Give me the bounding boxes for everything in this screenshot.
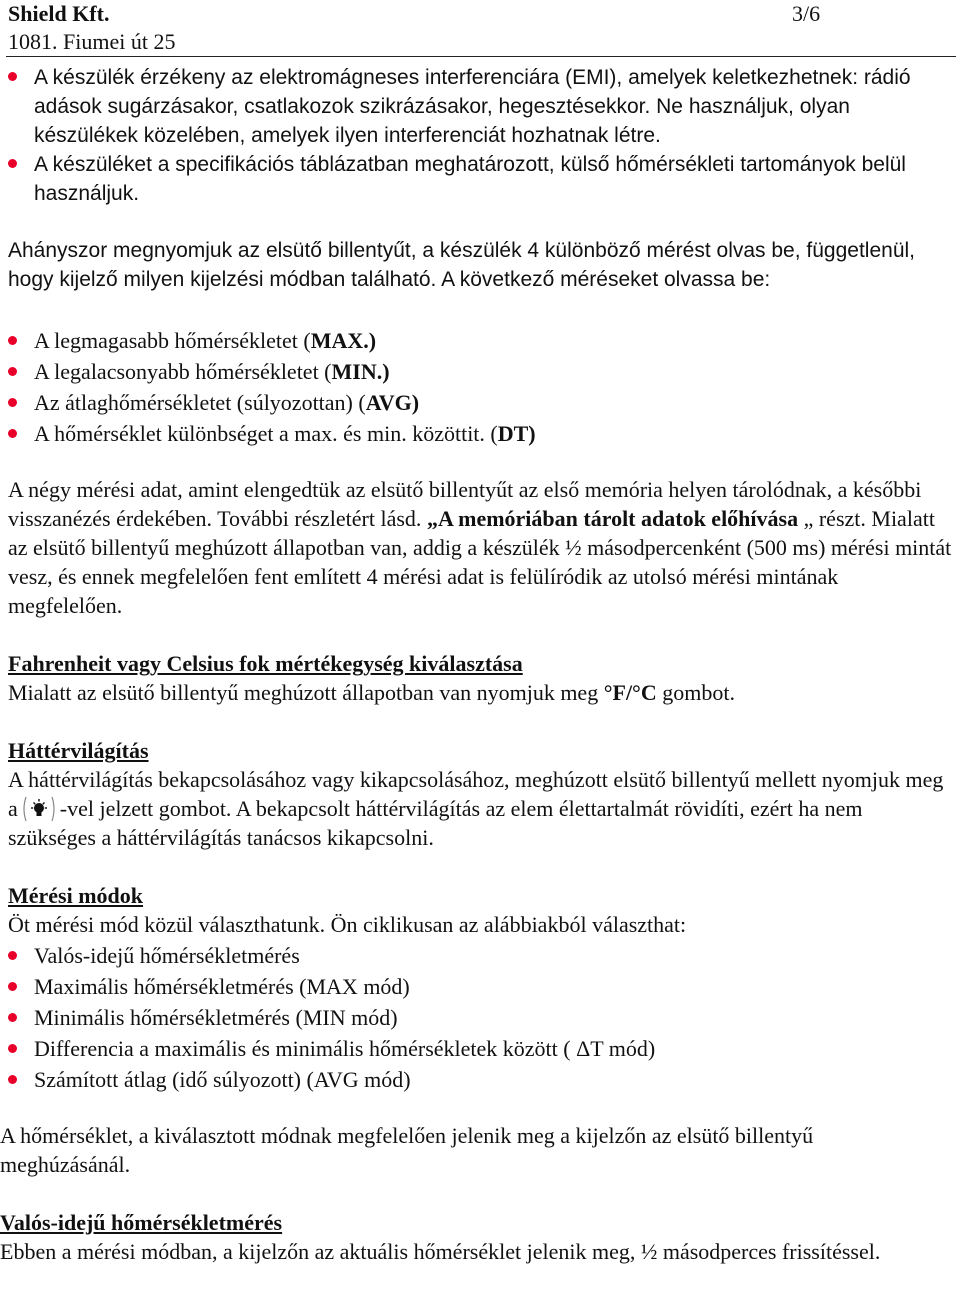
list-item: A hőmérséklet különbséget a max. és min. közöttit. (DT) bbox=[8, 418, 943, 449]
units-paragraph: Mialatt az elsütő billentyű meghúzott állapotban van nyomjuk meg °F/°C gombot. bbox=[8, 680, 735, 705]
backlight-section-title: Háttérvilágítás bbox=[8, 738, 149, 763]
list-item: Számított átlag (idő súlyozott) (AVG mód) bbox=[8, 1064, 943, 1095]
list-item: A legalacsonyabb hőmérsékletet (MIN.) bbox=[8, 356, 943, 387]
memory-reference-link[interactable]: „A memóriában tárolt adatok előhívása bbox=[426, 506, 799, 531]
readings-list bbox=[8, 325, 943, 449]
list-item: A készülék érzékeny az elektromágneses interferenciára (EMI), amelyek keletkezhetnek: rádió adások sugárzásakor, csatlakozok szikrázásakor, hegesztésekkor. Ne használjuk, olyan készülékek közelében, amelyek ilyen interferenciát hozhatnak létre. bbox=[8, 63, 943, 150]
backlight-paragraph: A háttérvilágítás bekapcsolásához vagy kikapcsolásához, meghúzott elsütő billentyű mellett nyomjuk meg a -vel jelzett gombot. A bekapcsolt háttérvilágítás az elem élettartalmát rövidíti, ezért ha nem szükséges a háttérvilágítás tanácsos kikapcsolni. bbox=[8, 767, 944, 850]
list-item: Az átlaghőmérsékletet (súlyozottan) (AVG) bbox=[8, 387, 943, 418]
bullet-icon bbox=[8, 72, 17, 81]
modes-section-title: Mérési módok bbox=[8, 883, 144, 908]
backlight-bulb-icon bbox=[21, 796, 57, 822]
bullet-icon bbox=[8, 159, 17, 168]
list-item: Maximális hőmérsékletmérés (MAX mód) bbox=[8, 971, 943, 1002]
bullet-icon bbox=[8, 1075, 17, 1084]
page-number: 3/6 bbox=[792, 1, 821, 26]
bullet-icon bbox=[8, 336, 17, 345]
list-item: Differencia a maximális és minimális hőmérsékletek között ( ΔT mód) bbox=[8, 1033, 943, 1064]
company-address: 1081. Fiumei út 25 bbox=[8, 29, 176, 54]
list-item: Valós-idejű hőmérsékletmérés bbox=[8, 940, 943, 971]
bullet-icon bbox=[8, 429, 17, 438]
list-item: Minimális hőmérsékletmérés (MIN mód) bbox=[8, 1002, 943, 1033]
unit-button-label: °F/°C bbox=[603, 680, 657, 705]
units-section-title: Fahrenheit vagy Celsius fok mértékegység kiválasztása bbox=[8, 651, 523, 676]
warnings-list bbox=[8, 63, 943, 208]
display-note: A hőmérséklet, a kiválasztott módnak megfelelően jelenik meg a kijelzőn az elsütő billentyű meghúzásánál. bbox=[0, 1123, 814, 1177]
company-name: Shield Kft. bbox=[8, 1, 110, 26]
bullet-icon bbox=[8, 398, 17, 407]
header-divider bbox=[6, 56, 956, 57]
bullet-icon bbox=[8, 1044, 17, 1053]
realtime-section-title: Valós-idejű hőmérsékletmérés bbox=[0, 1210, 283, 1235]
readings-intro: Ahányszor megnyomjuk az elsütő billentyűt, a készülék 4 különböző mérést olvas be, függetlenül, hogy kijelző milyen kijelzési módban található. A következő méréseket olvassa be: bbox=[8, 239, 915, 291]
bullet-icon bbox=[8, 982, 17, 991]
list-item: A legmagasabb hőmérsékletet (MAX.) bbox=[8, 325, 943, 356]
bullet-icon bbox=[8, 367, 17, 376]
realtime-paragraph: Ebben a mérési módban, a kijelzőn az aktuális hőmérséklet jelenik meg, ½ másodperces frissítéssel. bbox=[0, 1239, 881, 1264]
modes-intro: Öt mérési mód közül választhatunk. Ön ciklikusan az alábbiakból választhat: bbox=[8, 912, 687, 937]
list-item: A készüléket a specifikációs táblázatban meghatározott, külső hőmérsékleti tartományok belül használjuk. bbox=[8, 150, 943, 208]
bullet-icon bbox=[8, 951, 17, 960]
modes-list bbox=[8, 940, 943, 1095]
memory-paragraph: A négy mérési adat, amint elengedtük az elsütő billentyűt az első memória helyen tárolódnak, a későbbi visszanézés érdekében. További részletért lásd. „A memóriában tárolt adatok előhívása „ részt. Mialatt az elsütő billentyű meghúzott állapotban van, addig a készülék ½ másodpercenként (500 ms) mérési mintát vesz, és ennek megfelelően fent említett 4 mérési adat is felülíródik az utolsó mérési mintának megfelelően. bbox=[8, 477, 952, 618]
bullet-icon bbox=[8, 1013, 17, 1022]
